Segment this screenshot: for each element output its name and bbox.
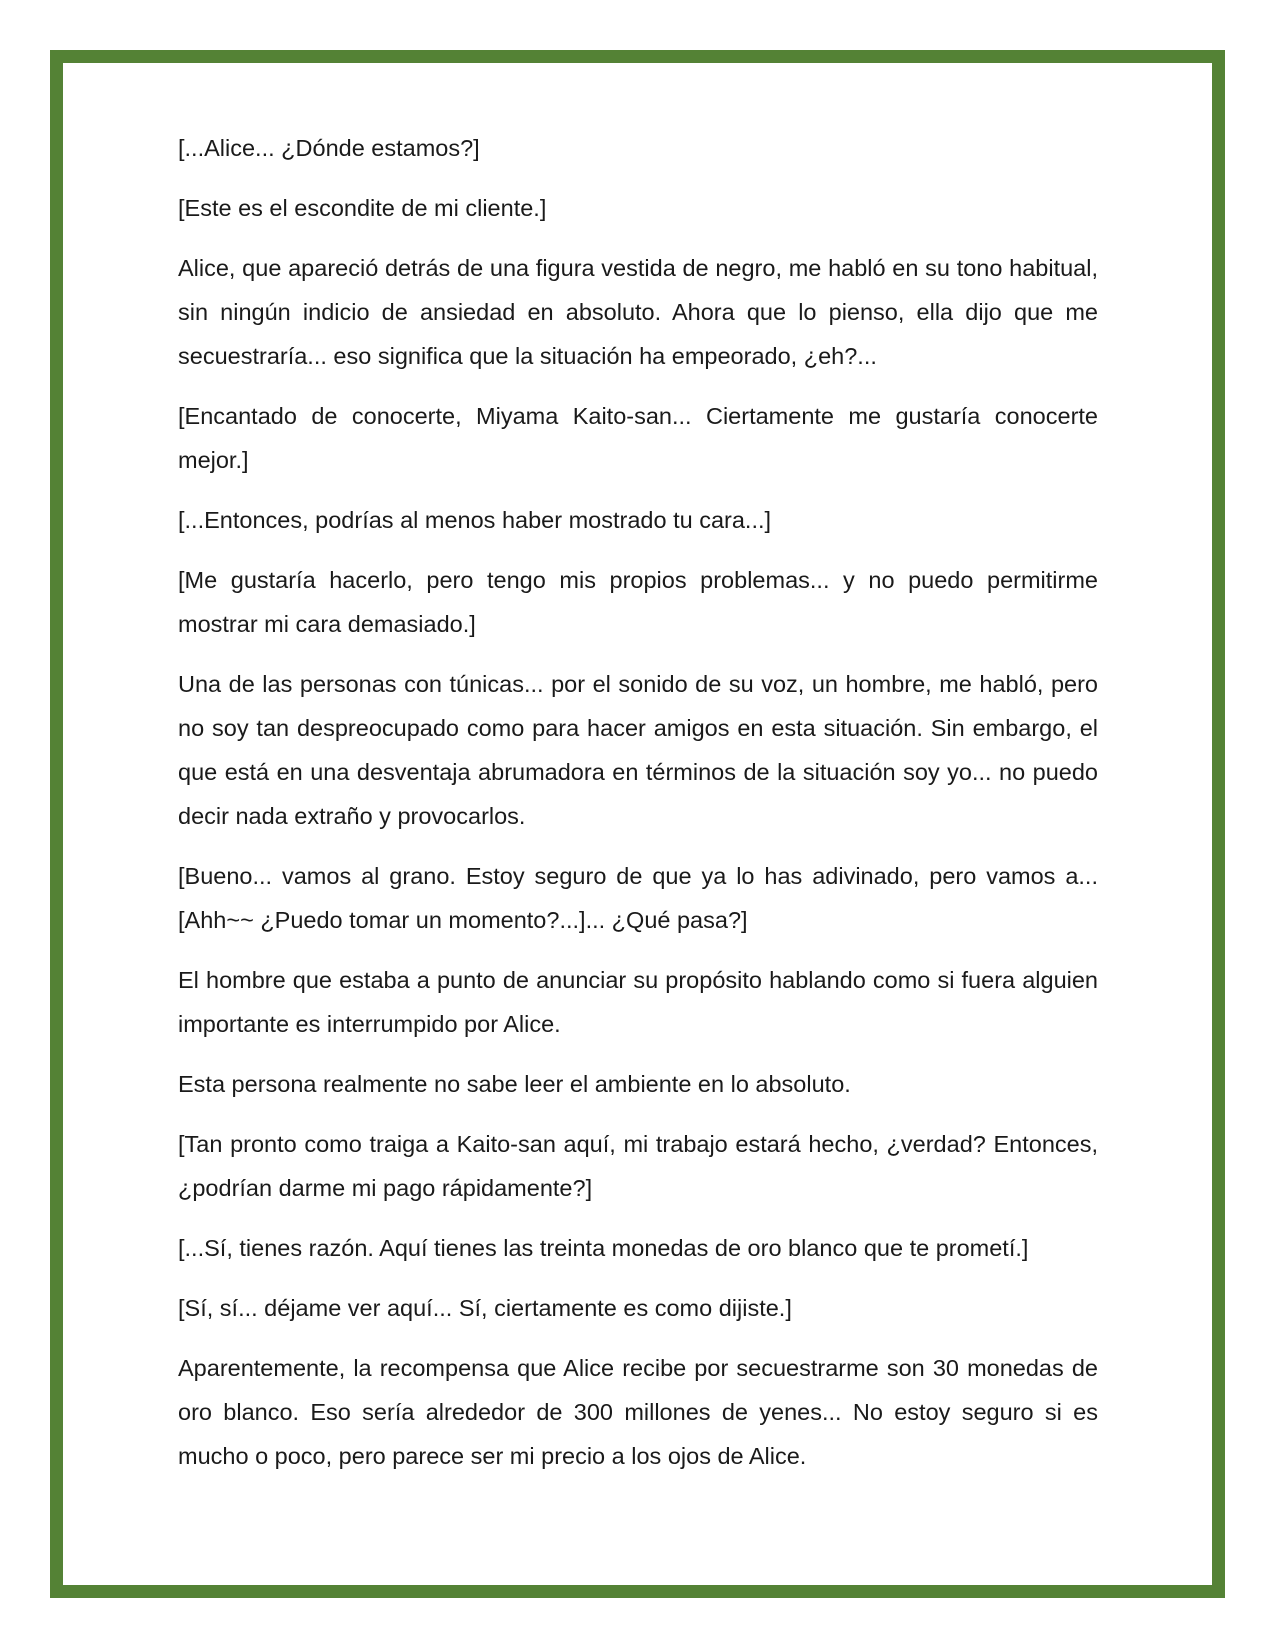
paragraph: El hombre que estaba a punto de anunciar su propósito hablando como si fuera alguien importante es interrumpido por Alice. xyxy=(178,967,1098,1037)
paragraph: Aparentemente, la recompensa que Alice recibe por secuestrarme son 30 monedas de oro blanco. Eso sería alrededor de 300 millones de yenes... No estoy seguro si es mucho o poco, pero parece ser mi precio a los ojos de Alice. xyxy=(178,1355,1098,1469)
paragraph: [...Entonces, podrías al menos haber mostrado tu cara...] xyxy=(178,507,772,533)
paragraph: [Sí, sí... déjame ver aquí... Sí, ciertamente es como dijiste.] xyxy=(178,1295,792,1321)
paragraph: [...Alice... ¿Dónde estamos?] xyxy=(178,135,480,161)
paragraph: [Bueno... vamos al grano. Estoy seguro de que ya lo has adivinado, pero vamos a... [Ahh~~ ¿Puedo tomar un momento?...]... ¿Qué pasa?] xyxy=(178,863,1098,933)
document-body xyxy=(178,126,1098,1494)
paragraph: Una de las personas con túnicas... por el sonido de su voz, un hombre, me habló, pero no soy tan despreocupado como para hacer amigos en esta situación. Sin embargo, el que está en una desventaja abrumadora en términos de la situación soy yo... no puedo decir nada extraño y provocarlos. xyxy=(178,671,1098,829)
paragraph: [...Sí, tienes razón. Aquí tienes las treinta monedas de oro blanco que te prometí.] xyxy=(178,1235,1029,1261)
paragraph: Alice, que apareció detrás de una figura vestida de negro, me habló en su tono habitual, sin ningún indicio de ansiedad en absoluto. Ahora que lo pienso, ella dijo que me secuestraría... eso significa que la situación ha empeorado, ¿eh?... xyxy=(178,255,1098,369)
paragraph: [Este es el escondite de mi cliente.] xyxy=(178,195,547,221)
paragraph: [Tan pronto como traiga a Kaito-san aquí, mi trabajo estará hecho, ¿verdad? Entonces, ¿podrían darme mi pago rápidamente?] xyxy=(178,1131,1098,1201)
paragraph: [Me gustaría hacerlo, pero tengo mis propios problemas... y no puedo permitirme mostrar mi cara demasiado.] xyxy=(178,567,1098,637)
paragraph: [Encantado de conocerte, Miyama Kaito-san... Ciertamente me gustaría conocerte mejor.] xyxy=(178,403,1098,473)
paragraph: Esta persona realmente no sabe leer el ambiente en lo absoluto. xyxy=(178,1071,851,1097)
